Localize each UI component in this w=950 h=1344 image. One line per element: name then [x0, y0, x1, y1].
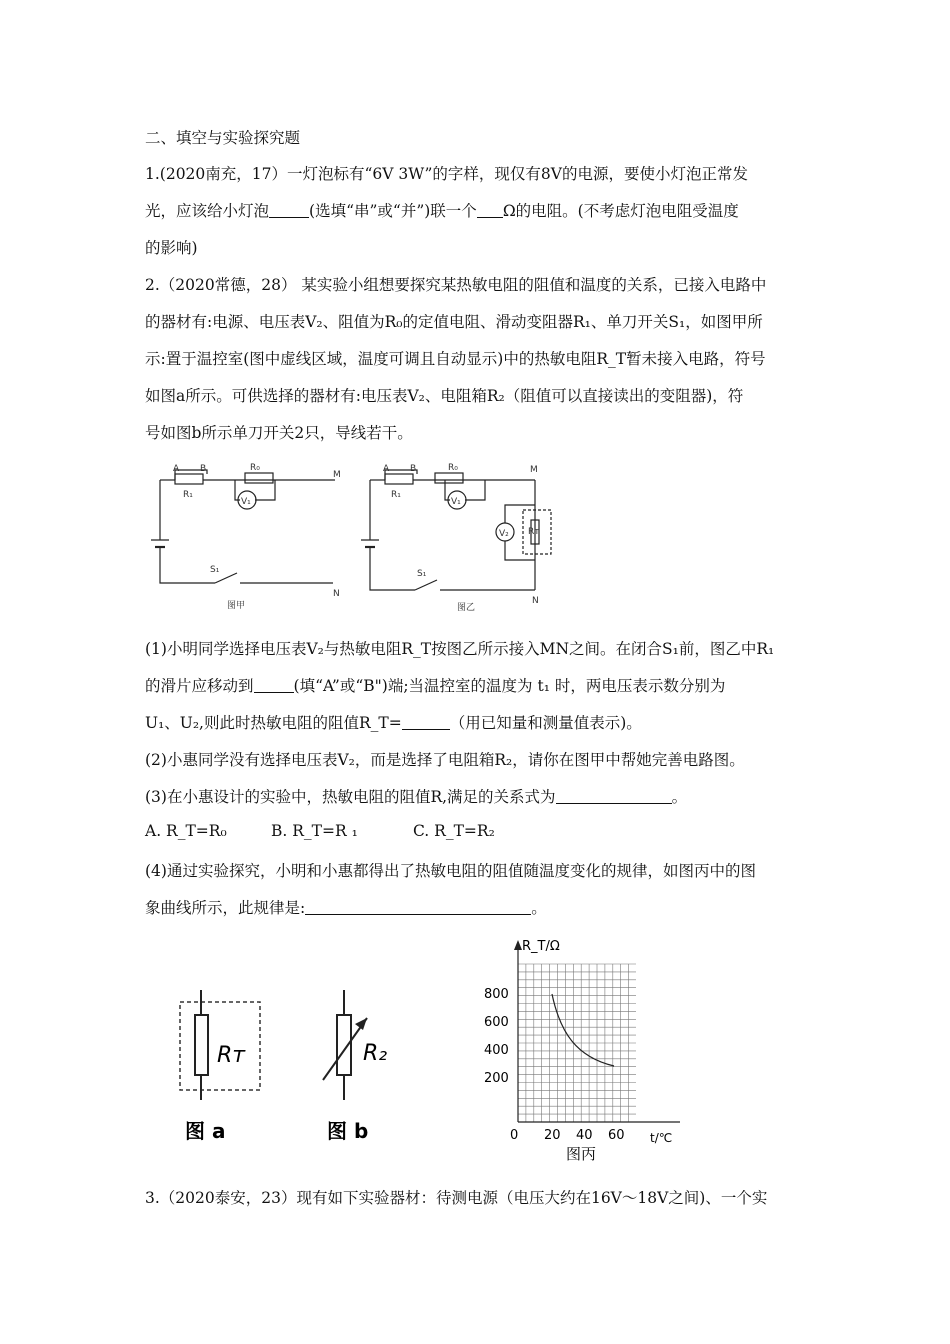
- y-tick-400: 400: [484, 1043, 509, 1058]
- x-tick-20: 20: [544, 1128, 561, 1143]
- y-tick-200: 200: [484, 1071, 509, 1086]
- graph-caption: 图丙: [566, 1145, 597, 1163]
- svg-text:A: A: [173, 464, 180, 474]
- y-axis-label: R_T/Ω: [522, 939, 560, 954]
- p4-line1: (4)通过实验探究，小明和小惠都得出了热敏电阻的阻值随温度变化的规律，如图丙中的图: [145, 862, 756, 880]
- figure-b: [315, 980, 415, 1150]
- q2-line5: 号如图b所示单刀开关2只，导线若干。: [145, 424, 413, 442]
- p3-line: (3)在小惠设计的实验中，热敏电阻的阻值R,满足的关系式为 。: [145, 788, 688, 806]
- svg-text:Rᴛ: Rᴛ: [528, 527, 540, 537]
- x-axis-label: t/℃: [650, 1131, 673, 1145]
- answer-blank-3[interactable]: [254, 678, 294, 693]
- graph-grid: [518, 964, 636, 1122]
- svg-text:B: B: [410, 464, 417, 474]
- svg-text:N: N: [532, 596, 539, 606]
- circuit-jia: [151, 470, 335, 583]
- option-a: A. R_T=R₀: [145, 822, 227, 840]
- p1-line2: 的滑片应移动到 (填“A”或“B")端;当温控室的温度为 t₁ 时，两电压表示数分别为: [145, 677, 726, 695]
- svg-text:B: B: [200, 464, 207, 474]
- option-b: B. R_T=R ₁: [271, 822, 358, 840]
- svg-text:Rᴛ: Rᴛ: [217, 1043, 246, 1068]
- svg-text:S₁: S₁: [417, 569, 427, 579]
- q2-line2: 的器材有:电源、电压表V₂、阻值为R₀的定值电阻、滑动变阻器R₁、单刀开关S₁，如图甲所: [145, 313, 763, 331]
- q1-line2: 光，应该给小灯泡 (选填“串”或“并”)联一个 Ω的电阻。(不考虑灯泡电阻受温度: [145, 202, 739, 220]
- y-tick-600: 600: [484, 1015, 509, 1030]
- svg-text:V₁: V₁: [241, 497, 251, 507]
- svg-text:V₁: V₁: [451, 497, 461, 507]
- svg-text:V₂: V₂: [499, 529, 509, 539]
- x-tick-0: 0: [510, 1128, 519, 1143]
- q3-line1: 3.（2020泰安，23）现有如下实验器材：待测电源（电压大约在16V～18V之间)、一个实: [145, 1189, 768, 1207]
- svg-text:M: M: [530, 465, 538, 475]
- svg-text:M: M: [333, 470, 341, 480]
- svg-text:S₁: S₁: [210, 565, 220, 575]
- x-tick-60: 60: [608, 1128, 625, 1143]
- fig-jia-caption: 图甲: [227, 601, 246, 611]
- fig-b-caption: 图 b: [327, 1119, 369, 1143]
- svg-text:R₀: R₀: [250, 463, 260, 473]
- answer-blank-1[interactable]: [269, 203, 309, 218]
- p4-line2: 象曲线所示，此规律是: 。: [145, 899, 547, 917]
- circuit-yi: [361, 470, 551, 590]
- rt-temperature-graph: [480, 932, 710, 1172]
- q2-line1: 2.（2020常德，28） 某实验小组想要探究某热敏电阻的阻值和温度的关系，已接入电路中: [145, 276, 767, 294]
- q2-line3: 示:置于温控室(图中虚线区域，温度可调且自动显示)中的热敏电阻R_T暂未接入电路，符号: [145, 350, 766, 368]
- p1-line3: U₁、U₂,则此时热敏电阻的阻值R_T= （用已知量和测量值表示)。: [145, 714, 642, 732]
- answer-blank-6[interactable]: [305, 900, 531, 915]
- y-tick-800: 800: [484, 987, 509, 1002]
- q1-line1: 1.(2020南充，17）一灯泡标有“6V 3W”的字样，现仅有8V的电源，要使小灯泡正常发: [145, 165, 748, 183]
- svg-text:R₁: R₁: [183, 490, 193, 500]
- answer-blank-2[interactable]: [477, 203, 503, 218]
- q1-line3: 的影响): [145, 239, 198, 257]
- svg-text:R₂: R₂: [363, 1041, 388, 1066]
- p2-line: (2)小惠同学没有选择电压表V₂，而是选择了电阻箱R₂，请你在图甲中帮她完善电路图。: [145, 751, 745, 769]
- svg-text:N: N: [333, 589, 340, 599]
- section-title: 二、填空与实验探究题: [145, 129, 301, 147]
- figure-a: [175, 980, 275, 1150]
- p1-line1: (1)小明同学选择电压表V₂与热敏电阻R_T按图乙所示接入MN之间。在闭合S₁前，图乙中R₁: [145, 640, 775, 658]
- svg-text:R₁: R₁: [391, 490, 401, 500]
- x-tick-40: 40: [576, 1128, 593, 1143]
- fig-yi-caption: 图乙: [457, 603, 476, 613]
- options-line: [145, 822, 495, 840]
- circuit-diagrams: [145, 455, 565, 620]
- svg-text:R₀: R₀: [448, 463, 458, 473]
- fig-a-caption: 图 a: [185, 1119, 226, 1143]
- answer-blank-5[interactable]: [556, 789, 672, 804]
- option-c: C. R_T=R₂: [413, 822, 495, 840]
- svg-text:A: A: [383, 464, 390, 474]
- q2-line4: 如图a所示。可供选择的器材有:电压表V₂、电阻箱R₂（阻值可以直接读出的变阻器)，符: [145, 387, 744, 405]
- answer-blank-4[interactable]: [402, 715, 450, 730]
